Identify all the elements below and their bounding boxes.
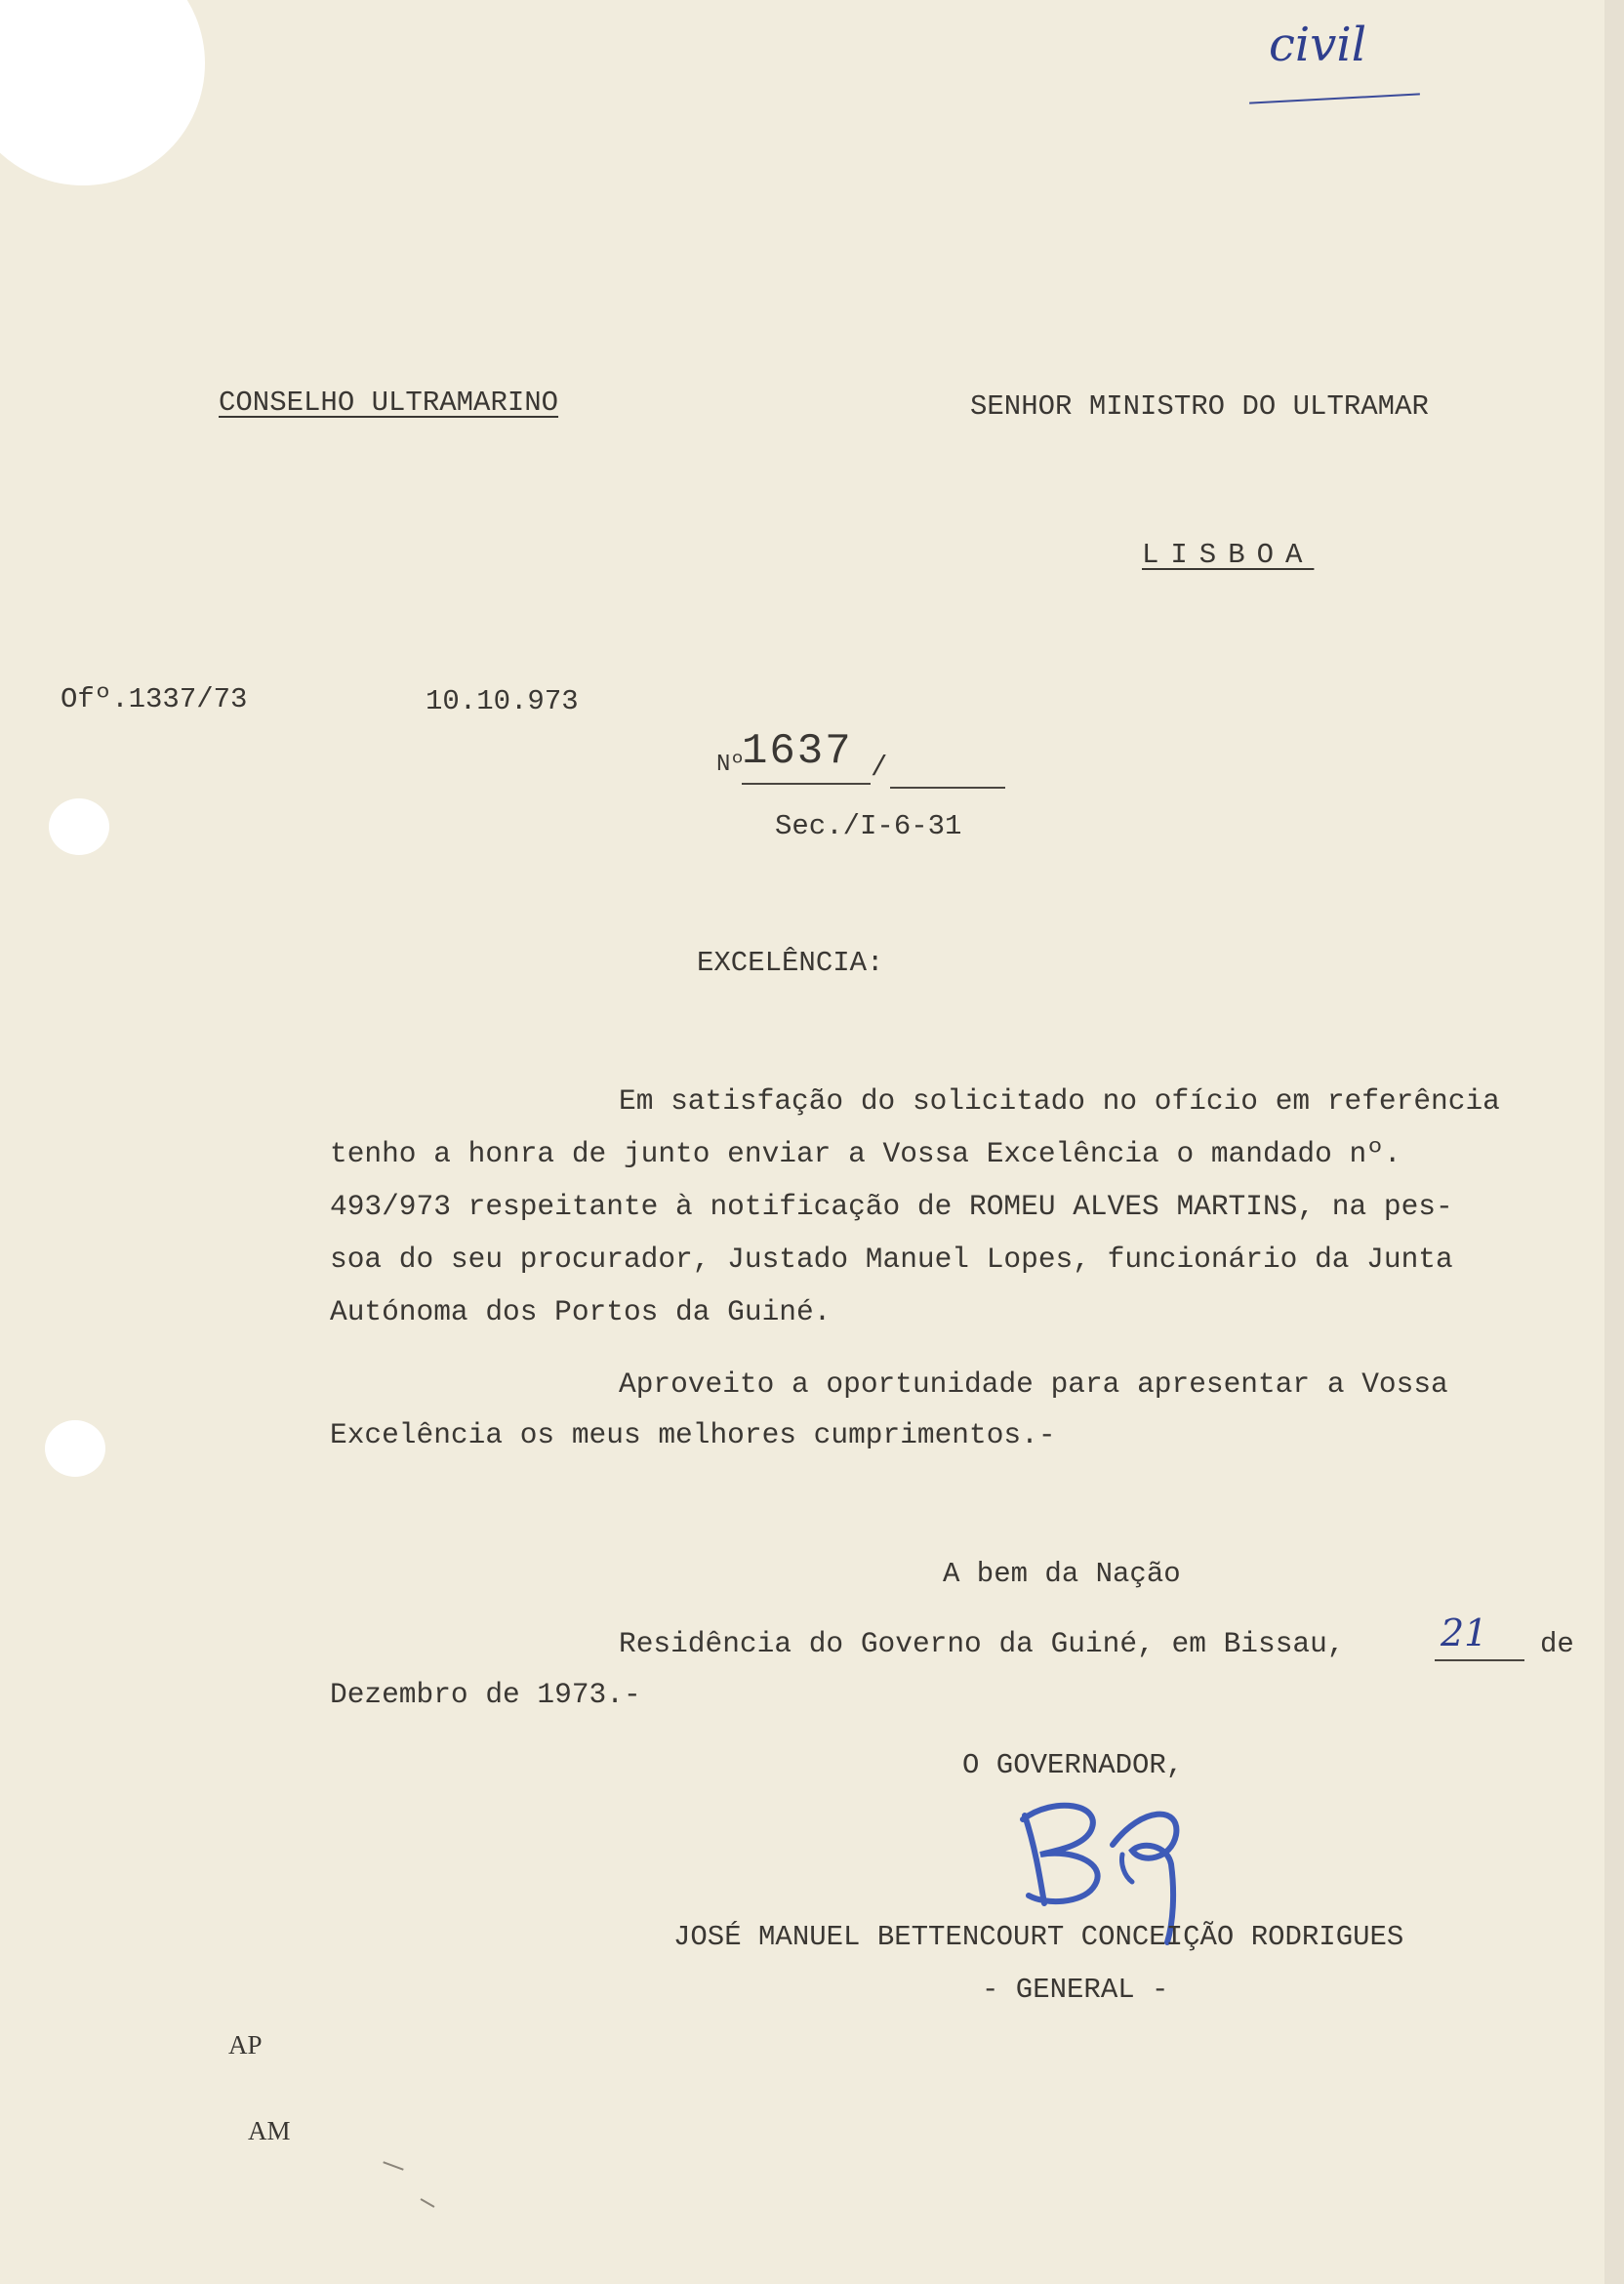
closing-de: de — [1540, 1628, 1574, 1660]
closing-date-line: Dezembro de 1973.- — [330, 1678, 641, 1711]
number-underline-1 — [742, 783, 871, 785]
handwritten-annotation: civil — [1269, 18, 1367, 72]
body-line: Em satisfação do solicitado no ofício em referência — [619, 1084, 1500, 1118]
handwritten-day: 21 — [1441, 1611, 1488, 1654]
oficio-reference: Ofº.1337/73 — [61, 683, 248, 715]
recipient-heading: SENHOR MINISTRO DO ULTRAMAR — [970, 390, 1429, 423]
recipient-city: LISBOA — [1142, 539, 1315, 571]
initials-am: AM — [248, 2116, 291, 2145]
body-line: Aproveito a oportunidade para apresentar a Vossa — [619, 1367, 1448, 1401]
signatory-rank: - GENERAL - — [982, 1974, 1169, 2006]
salutation: EXCELÊNCIA: — [697, 947, 884, 979]
number-underline-2 — [890, 787, 1005, 789]
punch-hole-top — [49, 798, 109, 855]
protocol-number: 1637 — [742, 727, 853, 776]
oficio-date: 10.10.973 — [426, 685, 579, 717]
closing-motto: A bem da Nação — [943, 1558, 1181, 1590]
signatory-title: O GOVERNADOR, — [962, 1749, 1184, 1781]
stray-mark — [421, 2198, 435, 2208]
annotation-underline — [1249, 93, 1420, 103]
number-slash: / — [871, 752, 888, 784]
sender-heading: CONSELHO ULTRAMARINO — [219, 387, 559, 419]
body-line: soa do seu procurador, Justado Manuel Lopes, funcionário da Junta — [330, 1243, 1453, 1276]
signatory-name: JOSÉ MANUEL BETTENCOURT CONCEIÇÃO RODRIGUES — [673, 1921, 1404, 1953]
closing-place: Residência do Governo da Guiné, em Bissau, — [619, 1627, 1345, 1660]
body-line: Autónoma dos Portos da Guiné. — [330, 1295, 832, 1328]
number-prefix: Nº — [716, 752, 745, 778]
day-underline — [1435, 1659, 1524, 1661]
body-line: Excelência os meus melhores cumprimentos.- — [330, 1418, 1056, 1451]
punch-hole-bottom — [45, 1420, 105, 1477]
body-line: tenho a honra de junto enviar a Vossa Excelência o mandado nº. — [330, 1137, 1401, 1170]
section-reference: Sec./I-6-31 — [775, 810, 962, 842]
torn-corner — [0, 0, 205, 185]
stray-mark — [383, 2161, 403, 2170]
body-line: 493/973 respeitante à notificação de ROMEU ALVES MARTINS, na pes- — [330, 1190, 1453, 1223]
page-edge-shadow — [1604, 0, 1624, 2284]
initials-ap: AP — [228, 2030, 263, 2060]
